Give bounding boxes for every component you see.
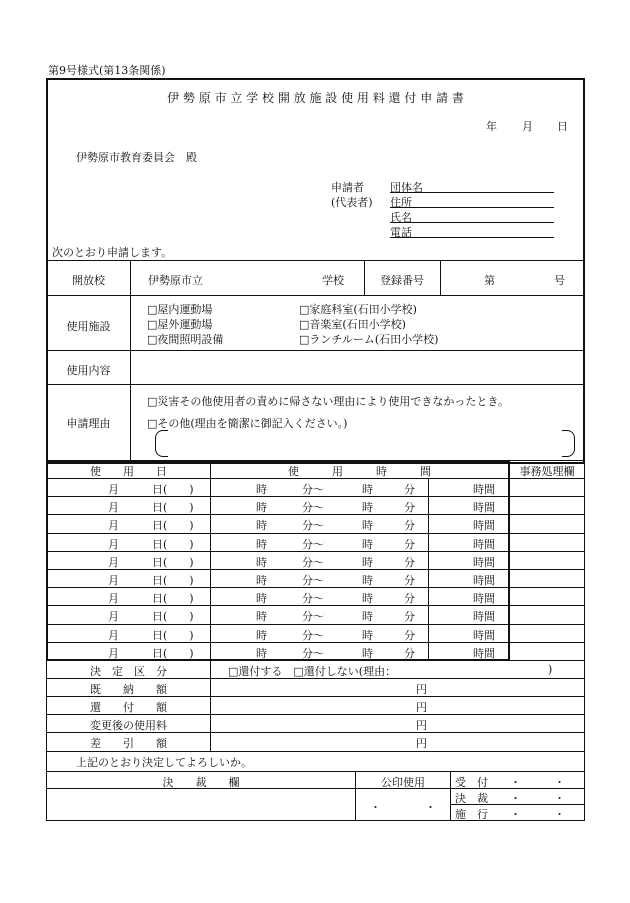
schedule-end-hour[interactable]: 時 [362, 610, 373, 624]
decision-divider [210, 660, 211, 752]
schedule-end-hour[interactable]: 時 [362, 555, 373, 569]
schedule-total-hours[interactable]: 時間 [473, 537, 495, 551]
schedule-row-line [47, 642, 509, 643]
schedule-month[interactable]: 月 [108, 537, 119, 551]
office-row-line [510, 496, 584, 497]
paid-amount-label: 既 納 額 [90, 683, 167, 696]
received-date: ・ ・ [510, 776, 565, 789]
confirm-text: 上記のとおり決定してよろしいか。 [76, 756, 252, 769]
schedule-start-hour[interactable]: 時 [256, 537, 267, 551]
address-label: 住所 [390, 196, 412, 209]
school-label: 開放校 [72, 274, 105, 287]
schedule-row-line [47, 514, 509, 515]
divider [47, 384, 584, 385]
schedule-row-line [47, 624, 509, 625]
decision-category-close: ) [548, 663, 553, 676]
schedule-end-minute[interactable]: 分 [404, 628, 415, 642]
facility-music-room[interactable]: □音楽室(石田小学校) [299, 318, 406, 331]
schedule-total-hours[interactable]: 時間 [473, 555, 495, 569]
group-name-label: 団体名 [390, 181, 423, 194]
office-use-header: 事務処理欄 [519, 465, 575, 478]
applicant-label: 申請者 [331, 181, 364, 194]
reason-open-bracket [155, 430, 168, 457]
schedule-total-hours[interactable]: 時間 [473, 610, 495, 624]
decision-category-label: 決 定 区 分 [90, 665, 167, 678]
schedule-start-minute[interactable]: 分～ [302, 537, 324, 551]
addressee: 伊勢原市教育委員会 殿 [76, 151, 197, 164]
schedule-total-hours[interactable]: 時間 [473, 592, 495, 606]
schedule-end-minute[interactable]: 分 [404, 501, 415, 515]
executed-date: ・ ・ [510, 808, 565, 821]
date-month: 月 [522, 120, 533, 133]
usage-field[interactable] [132, 352, 582, 382]
schedule-start-hour[interactable]: 時 [256, 628, 267, 642]
registration-dai: 第 [484, 274, 495, 287]
name-line[interactable] [390, 222, 554, 223]
schedule-end-hour[interactable]: 時 [362, 628, 373, 642]
schedule-total-hours[interactable]: 時間 [473, 519, 495, 533]
facility-label: 使用施設 [66, 320, 111, 333]
schedule-end-hour[interactable]: 時 [362, 501, 373, 515]
difference-yen: 円 [416, 737, 427, 750]
changed-fee-label: 変更後の使用料 [90, 719, 167, 732]
schedule-row-line [47, 533, 509, 534]
address-line[interactable] [390, 207, 554, 208]
schedule-start-hour[interactable]: 時 [256, 483, 267, 496]
schedule-row-line [47, 551, 509, 552]
divider [440, 260, 441, 295]
divider [47, 771, 584, 772]
city-prefix: 伊勢原市立 [148, 274, 203, 287]
divider [47, 260, 584, 261]
reason-label: 申請理由 [66, 417, 111, 430]
difference-label: 差 引 額 [90, 737, 167, 750]
schedule-start-minute[interactable]: 分～ [302, 483, 324, 496]
schedule-end-minute[interactable]: 分 [404, 555, 415, 569]
schedule-month[interactable]: 月 [108, 574, 119, 587]
approval-divider [450, 771, 451, 821]
office-row-line [510, 605, 584, 606]
schedule-start-minute[interactable]: 分～ [302, 628, 324, 642]
schedule-day[interactable]: 日( ) [152, 592, 194, 606]
schedule-total-hours[interactable]: 時間 [473, 574, 495, 587]
schedule-start-minute[interactable]: 分～ [302, 574, 324, 587]
schedule-month[interactable]: 月 [108, 646, 119, 660]
decision-category-options[interactable]: □還付する □還付しない(理由： [228, 665, 397, 678]
schedule-row-line [47, 605, 509, 606]
phone-line[interactable] [390, 237, 554, 238]
schedule-start-minute[interactable]: 分～ [302, 646, 324, 660]
schedule-total-hours[interactable]: 時間 [473, 646, 495, 660]
received-label: 受 付 [455, 776, 488, 789]
schedule-start-minute[interactable]: 分～ [302, 519, 324, 533]
refund-amount-yen: 円 [416, 701, 427, 714]
schedule-start-minute[interactable]: 分～ [302, 555, 324, 569]
facility-outdoor-field[interactable]: □屋外運動場 [147, 318, 213, 331]
decided-label: 決 裁 [455, 792, 488, 805]
reason-disaster-option[interactable]: □災害その他使用者の責めに帰さない理由により使用できなかったとき。 [147, 395, 509, 408]
schedule-month[interactable]: 月 [108, 555, 119, 569]
schedule-month[interactable]: 月 [108, 519, 119, 533]
schedule-start-hour[interactable]: 時 [256, 501, 267, 515]
schedule-start-minute[interactable]: 分～ [302, 501, 324, 515]
schedule-day[interactable]: 日( ) [152, 574, 194, 587]
reason-other-option[interactable]: □その他(理由を簡潔に御記入ください。) [147, 417, 348, 430]
reason-input[interactable] [170, 432, 558, 454]
divider [47, 350, 584, 351]
schedule-end-hour[interactable]: 時 [362, 574, 373, 587]
registration-go: 号 [554, 274, 565, 287]
schedule-date-header: 使 用 日 [90, 465, 167, 478]
schedule-end-hour[interactable]: 時 [362, 646, 373, 660]
schedule-start-hour[interactable]: 時 [256, 519, 267, 533]
schedule-row-line [47, 587, 509, 588]
office-row-line [510, 642, 584, 643]
schedule-start-hour[interactable]: 時 [256, 555, 267, 569]
changed-fee-yen: 円 [416, 719, 427, 732]
intro-text: 次のとおり申請します。 [52, 246, 173, 259]
office-row-line [510, 551, 584, 552]
schedule-start-minute[interactable]: 分～ [302, 610, 324, 624]
schedule-day[interactable]: 日( ) [152, 483, 194, 496]
schedule-total-hours[interactable]: 時間 [473, 628, 495, 642]
schedule-divider [210, 460, 211, 660]
facility-home-ec-room[interactable]: □家庭科室(石田小学校) [299, 303, 417, 316]
schedule-day[interactable]: 日( ) [152, 610, 194, 624]
schedule-end-hour[interactable]: 時 [362, 483, 373, 496]
schedule-day[interactable]: 日( ) [152, 646, 194, 660]
schedule-total-hours[interactable]: 時間 [473, 501, 495, 515]
schedule-end-minute[interactable]: 分 [404, 646, 415, 660]
schedule-end-hour[interactable]: 時 [362, 592, 373, 606]
form-number: 第9号様式(第13条関係) [48, 64, 166, 77]
office-use-frame [509, 460, 585, 661]
paid-amount-yen: 円 [416, 683, 427, 696]
schedule-end-minute[interactable]: 分 [404, 483, 415, 496]
representative-label: (代表者) [331, 196, 373, 209]
date-day: 日 [557, 120, 568, 133]
office-row-line [510, 533, 584, 534]
office-row-line [510, 514, 584, 515]
schedule-row-line [47, 569, 509, 570]
school-suffix: 学校 [322, 274, 344, 287]
schedule-start-hour[interactable]: 時 [256, 574, 267, 587]
schedule-day[interactable]: 日( ) [152, 628, 194, 642]
office-row-line [510, 587, 584, 588]
date-year: 年 [486, 120, 497, 133]
schedule-row-line [47, 496, 509, 497]
schedule-day[interactable]: 日( ) [152, 519, 194, 533]
office-row-line [510, 624, 584, 625]
decided-date: ・ ・ [510, 792, 565, 805]
divider [47, 751, 584, 752]
reason-close-bracket [562, 430, 575, 457]
facility-lunch-room[interactable]: □ランチルーム(石田小学校) [299, 333, 439, 346]
divider [47, 295, 584, 296]
schedule-day[interactable]: 日( ) [152, 501, 194, 515]
seal-use-label: 公印使用 [381, 776, 425, 789]
schedule-end-minute[interactable]: 分 [404, 610, 415, 624]
label-column-divider [130, 260, 131, 460]
name-label: 氏名 [390, 211, 412, 224]
schedule-day[interactable]: 日( ) [152, 537, 194, 551]
registration-label: 登録番号 [380, 274, 424, 287]
schedule-end-hour[interactable]: 時 [362, 519, 373, 533]
schedule-start-hour[interactable]: 時 [256, 610, 267, 624]
schedule-month[interactable]: 月 [108, 628, 119, 642]
schedule-start-hour[interactable]: 時 [256, 592, 267, 606]
refund-amount-label: 還 付 額 [90, 701, 167, 714]
schedule-month[interactable]: 月 [108, 501, 119, 515]
schedule-day[interactable]: 日( ) [152, 555, 194, 569]
phone-label: 電話 [390, 226, 412, 239]
executed-label: 施 行 [455, 808, 488, 821]
office-row-line [510, 569, 584, 570]
schedule-time-header: 使 用 時 間 [288, 465, 431, 478]
schedule-month[interactable]: 月 [108, 610, 119, 624]
schedule-month[interactable]: 月 [108, 592, 119, 606]
schedule-month[interactable]: 月 [108, 483, 119, 496]
group-name-line[interactable] [390, 192, 554, 193]
schedule-end-minute[interactable]: 分 [404, 592, 415, 606]
seal-use-dots: ・ ・ [370, 801, 436, 814]
form-title: 伊 勢 原 市 立 学 校 開 放 施 設 使 用 料 還 付 申 請 書 [167, 91, 464, 105]
schedule-end-hour[interactable]: 時 [362, 537, 373, 551]
schedule-total-hours[interactable]: 時間 [473, 483, 495, 496]
schedule-end-minute[interactable]: 分 [404, 574, 415, 587]
schedule-start-minute[interactable]: 分～ [302, 592, 324, 606]
usage-label: 使用内容 [66, 364, 111, 377]
facility-indoor-gym[interactable]: □屋内運動場 [147, 303, 213, 316]
schedule-end-minute[interactable]: 分 [404, 519, 415, 533]
facility-night-lighting[interactable]: □夜間照明設備 [147, 333, 224, 346]
schedule-start-hour[interactable]: 時 [256, 646, 267, 660]
schedule-end-minute[interactable]: 分 [404, 537, 415, 551]
approval-column-header: 決 裁 欄 [162, 776, 240, 789]
